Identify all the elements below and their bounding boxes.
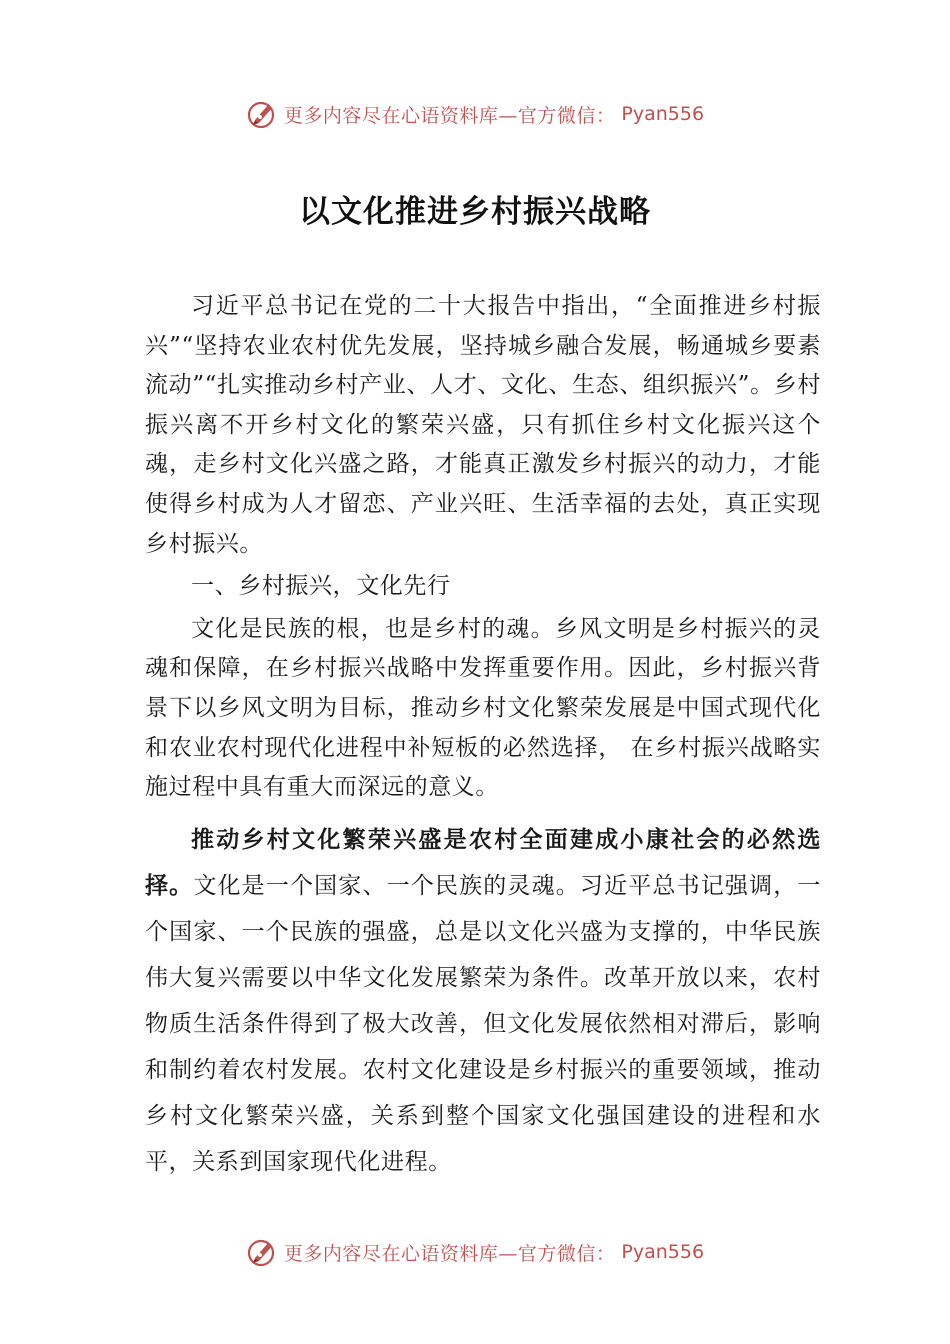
pen-logo-icon: [246, 1236, 278, 1268]
section-heading: 一、乡村振兴，文化先行: [191, 573, 451, 600]
intro-paragraph: 习近平总书记在党的二十大报告中指出，“全面推进乡村振兴”“坚持农业农村优先发展，坚持城乡融合发展，畅通城乡要素流动”“扎实推动乡村产业、人才、文化、生态、组织振兴”。乡村振兴离不开乡村文化的繁荣兴盛，只有抓住乡村文化振兴这个魂，走乡村文化兴盛之路，才能真正激发乡村振兴的动力，才能使得乡村成为人才留恋、产业兴旺、生活幸福的去处，真正实现乡村振兴。: [145, 293, 821, 557]
banner-wechat-handle: Pyan556: [621, 103, 705, 125]
point-paragraph: [145, 817, 821, 1185]
point-body: 文化是一个国家、一个民族的灵魂。习近平总书记强调，一个国家、一个民族的强盛，总是以文化兴盛为支撑的，中华民族伟大复兴需要以中华文化发展繁荣为条件。改革开放以来，农村物质生活条件得到了极大改善，但文化发展依然相对滞后，影响和制约着农村发展。农村文化建设是乡村振兴的重要领域，推动乡村文化繁荣兴盛，关系到整个国家文化强国建设的进程和水平，关系到国家现代化进程。: [145, 872, 821, 1175]
banner-wechat-handle: Pyan556: [621, 1241, 705, 1263]
banner-text: 更多内容尽在心语资料库—官方微信：: [283, 104, 616, 127]
banner-text: 更多内容尽在心语资料库—官方微信：: [283, 1242, 616, 1265]
section-paragraph: 文化是民族的根，也是乡村的魂。乡风文明是乡村振兴的灵魂和保障，在乡村振兴战略中发挥重要作用。因此，乡村振兴背景下以乡风文明为目标，推动乡村文化繁荣发展是中国式现代化和农业农村现代化进程中补短板的必然选择， 在乡村振兴战略实施过程中具有重大而深远的意义。: [145, 615, 821, 801]
header-banner: [0, 94, 950, 134]
point-lead: 推动乡村文化繁荣兴盛是农村全面建成小康社会的必然选择。: [145, 826, 821, 899]
pen-logo-icon: [246, 98, 278, 130]
footer-banner: [0, 1232, 950, 1272]
document-title: 以文化推进乡村振兴战略: [299, 194, 651, 230]
document-body: [145, 287, 821, 1185]
